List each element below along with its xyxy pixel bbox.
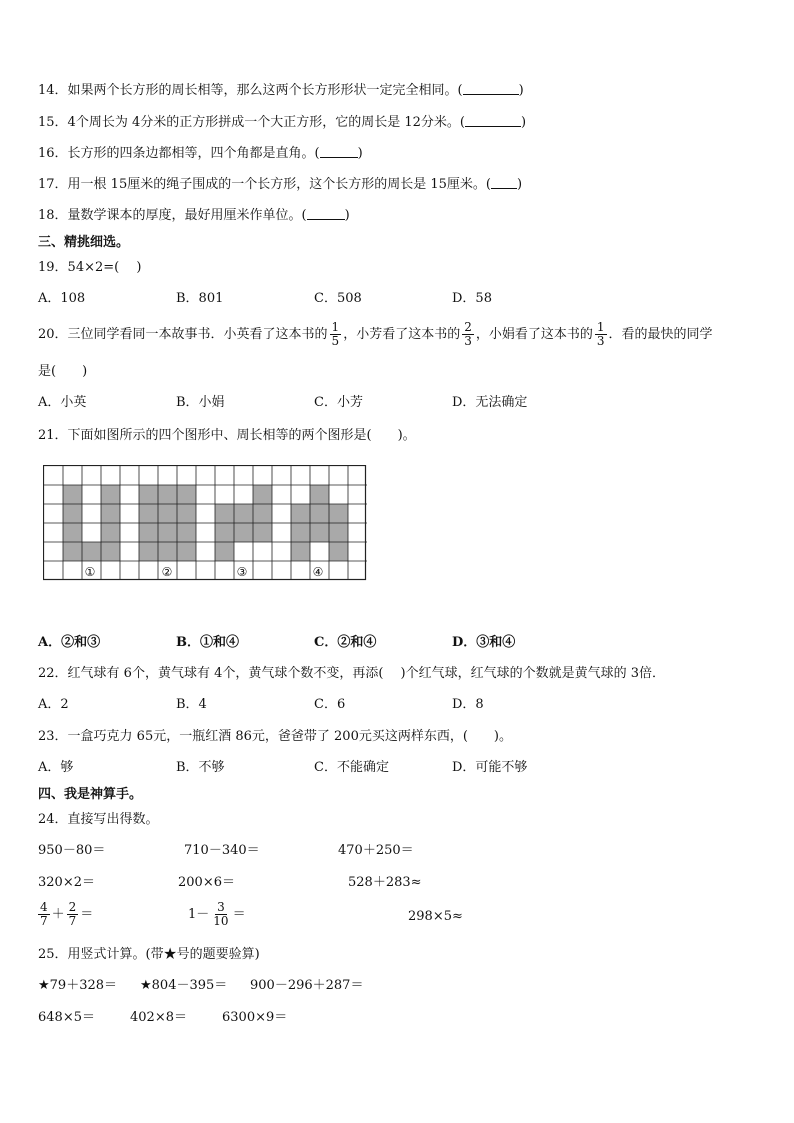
option-a[interactable]: A．②和③ <box>38 635 101 650</box>
question-20: 20．三位同学看同一本故事书．小英看了这本书的 $\frac{1}{5}$ ，小芳看了这本书的 $\frac{2}{3}$ ，小娟看了这本书的 $\frac{1}{3}$ ．看的最快的同学 <box>38 320 713 348</box>
shaded-cell <box>101 523 120 542</box>
shaded-cell <box>158 485 177 504</box>
answer-blank[interactable] <box>491 176 517 189</box>
section-heading-3: 三、精挑细选。 <box>38 235 130 250</box>
shaded-cell <box>63 523 82 542</box>
fraction: $\frac{3}{10}$ <box>213 900 229 928</box>
shaded-cell <box>101 485 120 504</box>
calc-item[interactable]: 710－340＝ <box>184 843 260 858</box>
option-d[interactable]: D．可能不够 <box>452 760 528 775</box>
option-b[interactable]: B．不够 <box>176 760 225 775</box>
shaded-cell <box>101 504 120 523</box>
calc-item[interactable]: 298×5≈ <box>408 909 463 924</box>
question-text: 14．如果两个长方形的周长相等，那么这两个长方形形状一定完全相同。( <box>38 83 463 98</box>
option-b[interactable]: B．4 <box>176 697 207 712</box>
question-17: 17．用一根 15厘米的绳子围成的一个长方形，这个长方形的周长是 15厘米。( ) <box>38 177 523 192</box>
question-25: 25．用竖式计算。(带★号的题要验算) <box>38 947 260 962</box>
fraction: $\frac{1}{3}$ <box>596 320 605 348</box>
fraction: $\frac{4}{7}$ <box>40 900 48 928</box>
option-c[interactable]: C．小芳 <box>314 395 363 410</box>
calc-item[interactable]: 528＋283≈ <box>348 875 422 890</box>
shaded-cell <box>139 542 158 561</box>
shaded-cell <box>310 485 329 504</box>
figure-label-4: ④ <box>312 565 324 579</box>
q19-options <box>38 290 738 308</box>
shaded-cell <box>329 504 348 523</box>
answer-blank[interactable] <box>465 114 521 127</box>
shaded-cell <box>215 523 234 542</box>
option-a[interactable]: A．够 <box>38 760 74 775</box>
calc-item[interactable]: 320×2＝ <box>38 875 95 890</box>
figure-label-3: ③ <box>236 565 248 579</box>
answer-blank[interactable] <box>320 145 358 158</box>
q23-options <box>38 759 738 777</box>
option-a[interactable]: A．小英 <box>38 395 87 410</box>
question-19: 19．54×2=( ) <box>38 260 142 275</box>
question-14: 14．如果两个长方形的周长相等，那么这两个长方形形状一定完全相同。( ) <box>38 83 524 98</box>
shaded-cell <box>158 523 177 542</box>
shaded-cell <box>329 542 348 561</box>
calc-item[interactable]: 200×6＝ <box>178 875 235 890</box>
fraction: $\frac{2}{3}$ <box>464 320 472 348</box>
shaded-cell <box>291 523 310 542</box>
shaded-cell <box>63 542 82 561</box>
option-c[interactable]: C．不能确定 <box>314 760 389 775</box>
shaded-cell <box>177 485 196 504</box>
shaded-cell <box>139 485 158 504</box>
shaded-cell <box>177 523 196 542</box>
shaded-cell <box>234 504 253 523</box>
shaded-cell <box>253 523 272 542</box>
calc-item[interactable]: 402×8＝ <box>130 1010 187 1025</box>
question-15: 15．4个周长为 4分米的正方形拼成一个大正方形，它的周长是 12分米。( ) <box>38 115 527 130</box>
question-18: 18．量数学课本的厚度，最好用厘米作单位。( ) <box>38 208 350 223</box>
option-d[interactable]: D．③和④ <box>452 635 516 650</box>
shaded-cell <box>158 504 177 523</box>
calc-item[interactable]: 950－80＝ <box>38 843 106 858</box>
question-text: 18．量数学课本的厚度，最好用厘米作单位。( <box>38 208 307 223</box>
calc-item[interactable]: ★804－395＝ <box>140 978 228 993</box>
grid-figure <box>43 465 369 582</box>
question-24: 24．直接写出得数。 <box>38 812 159 827</box>
shaded-cell <box>63 504 82 523</box>
shaded-cell <box>177 542 196 561</box>
shaded-cell <box>215 504 234 523</box>
option-b[interactable]: B．①和④ <box>176 635 239 650</box>
option-a[interactable]: A．108 <box>38 291 86 306</box>
option-a[interactable]: A．2 <box>38 697 69 712</box>
calc-item[interactable]: $\frac{4}{7}$ ＋ $\frac{2}{7}$ ＝ <box>40 900 94 928</box>
calc-item[interactable]: ★79＋328＝ <box>38 978 118 993</box>
option-c[interactable]: C．6 <box>314 697 346 712</box>
shaded-cell <box>82 542 101 561</box>
shaded-cell <box>310 523 329 542</box>
grid-lines <box>44 466 367 580</box>
question-22: 22．红气球有 6个，黄气球有 4个，黄气球个数不变，再添( )个红气球，红气球的个数就是黄气球的 3倍． <box>38 666 666 681</box>
question-text: 17．用一根 15厘米的绳子围成的一个长方形，这个长方形的周长是 15厘米。( <box>38 177 491 192</box>
q21-options <box>38 634 738 652</box>
shaded-cell <box>234 523 253 542</box>
q20-options <box>38 394 738 412</box>
section-heading-4: 四、我是神算手。 <box>38 787 143 802</box>
calc-item[interactable]: 6300×9＝ <box>222 1010 288 1025</box>
shaded-cell <box>215 542 234 561</box>
option-d[interactable]: D．8 <box>452 697 484 712</box>
shaded-cell <box>63 485 82 504</box>
question-23: 23．一盒巧克力 65元，一瓶红酒 86元，爸爸带了 200元买这两样东西，( )。 <box>38 729 512 744</box>
shaded-cell <box>329 523 348 542</box>
shaded-cell <box>177 504 196 523</box>
calc-item[interactable]: 1－ $\frac{3}{10}$ ＝ <box>188 900 246 928</box>
question-21: 21．下面如图所示的四个图形中、周长相等的两个图形是( )。 <box>38 428 416 443</box>
shaded-cell <box>139 504 158 523</box>
option-b[interactable]: B．801 <box>176 291 224 306</box>
shaded-cell <box>310 504 329 523</box>
shaded-cell <box>253 504 272 523</box>
q22-options <box>38 696 738 714</box>
question-16: 16．长方形的四条边都相等，四个角都是直角。( ) <box>38 146 363 161</box>
question-text: 16．长方形的四条边都相等，四个角都是直角。( <box>38 146 320 161</box>
figure-label-1: ① <box>84 565 96 579</box>
question-text: 15．4个周长为 4分米的正方形拼成一个大正方形，它的周长是 12分米。( <box>38 115 465 130</box>
calc-item[interactable]: 900－296＋287＝ <box>250 978 364 993</box>
shaded-cell <box>291 504 310 523</box>
calc-item[interactable]: 470＋250＝ <box>338 843 414 858</box>
option-c[interactable]: C．②和④ <box>314 635 377 650</box>
answer-blank[interactable] <box>463 82 519 95</box>
calc-item[interactable]: 648×5＝ <box>38 1010 95 1025</box>
question-20-line2: 是( ) <box>38 364 88 379</box>
shaded-cell <box>158 542 177 561</box>
answer-blank[interactable] <box>307 207 345 220</box>
shaded-cell <box>139 523 158 542</box>
option-d[interactable]: D．无法确定 <box>452 395 528 410</box>
option-b[interactable]: B．小娟 <box>176 395 225 410</box>
option-d[interactable]: D．58 <box>452 291 492 306</box>
shaded-cell <box>101 542 120 561</box>
shaded-cell <box>291 542 310 561</box>
fraction: $\frac{1}{5}$ <box>331 320 340 348</box>
figure-label-2: ② <box>161 565 173 579</box>
shaded-cell <box>253 485 272 504</box>
option-c[interactable]: C．508 <box>314 291 362 306</box>
fraction: $\frac{2}{7}$ <box>68 900 77 928</box>
